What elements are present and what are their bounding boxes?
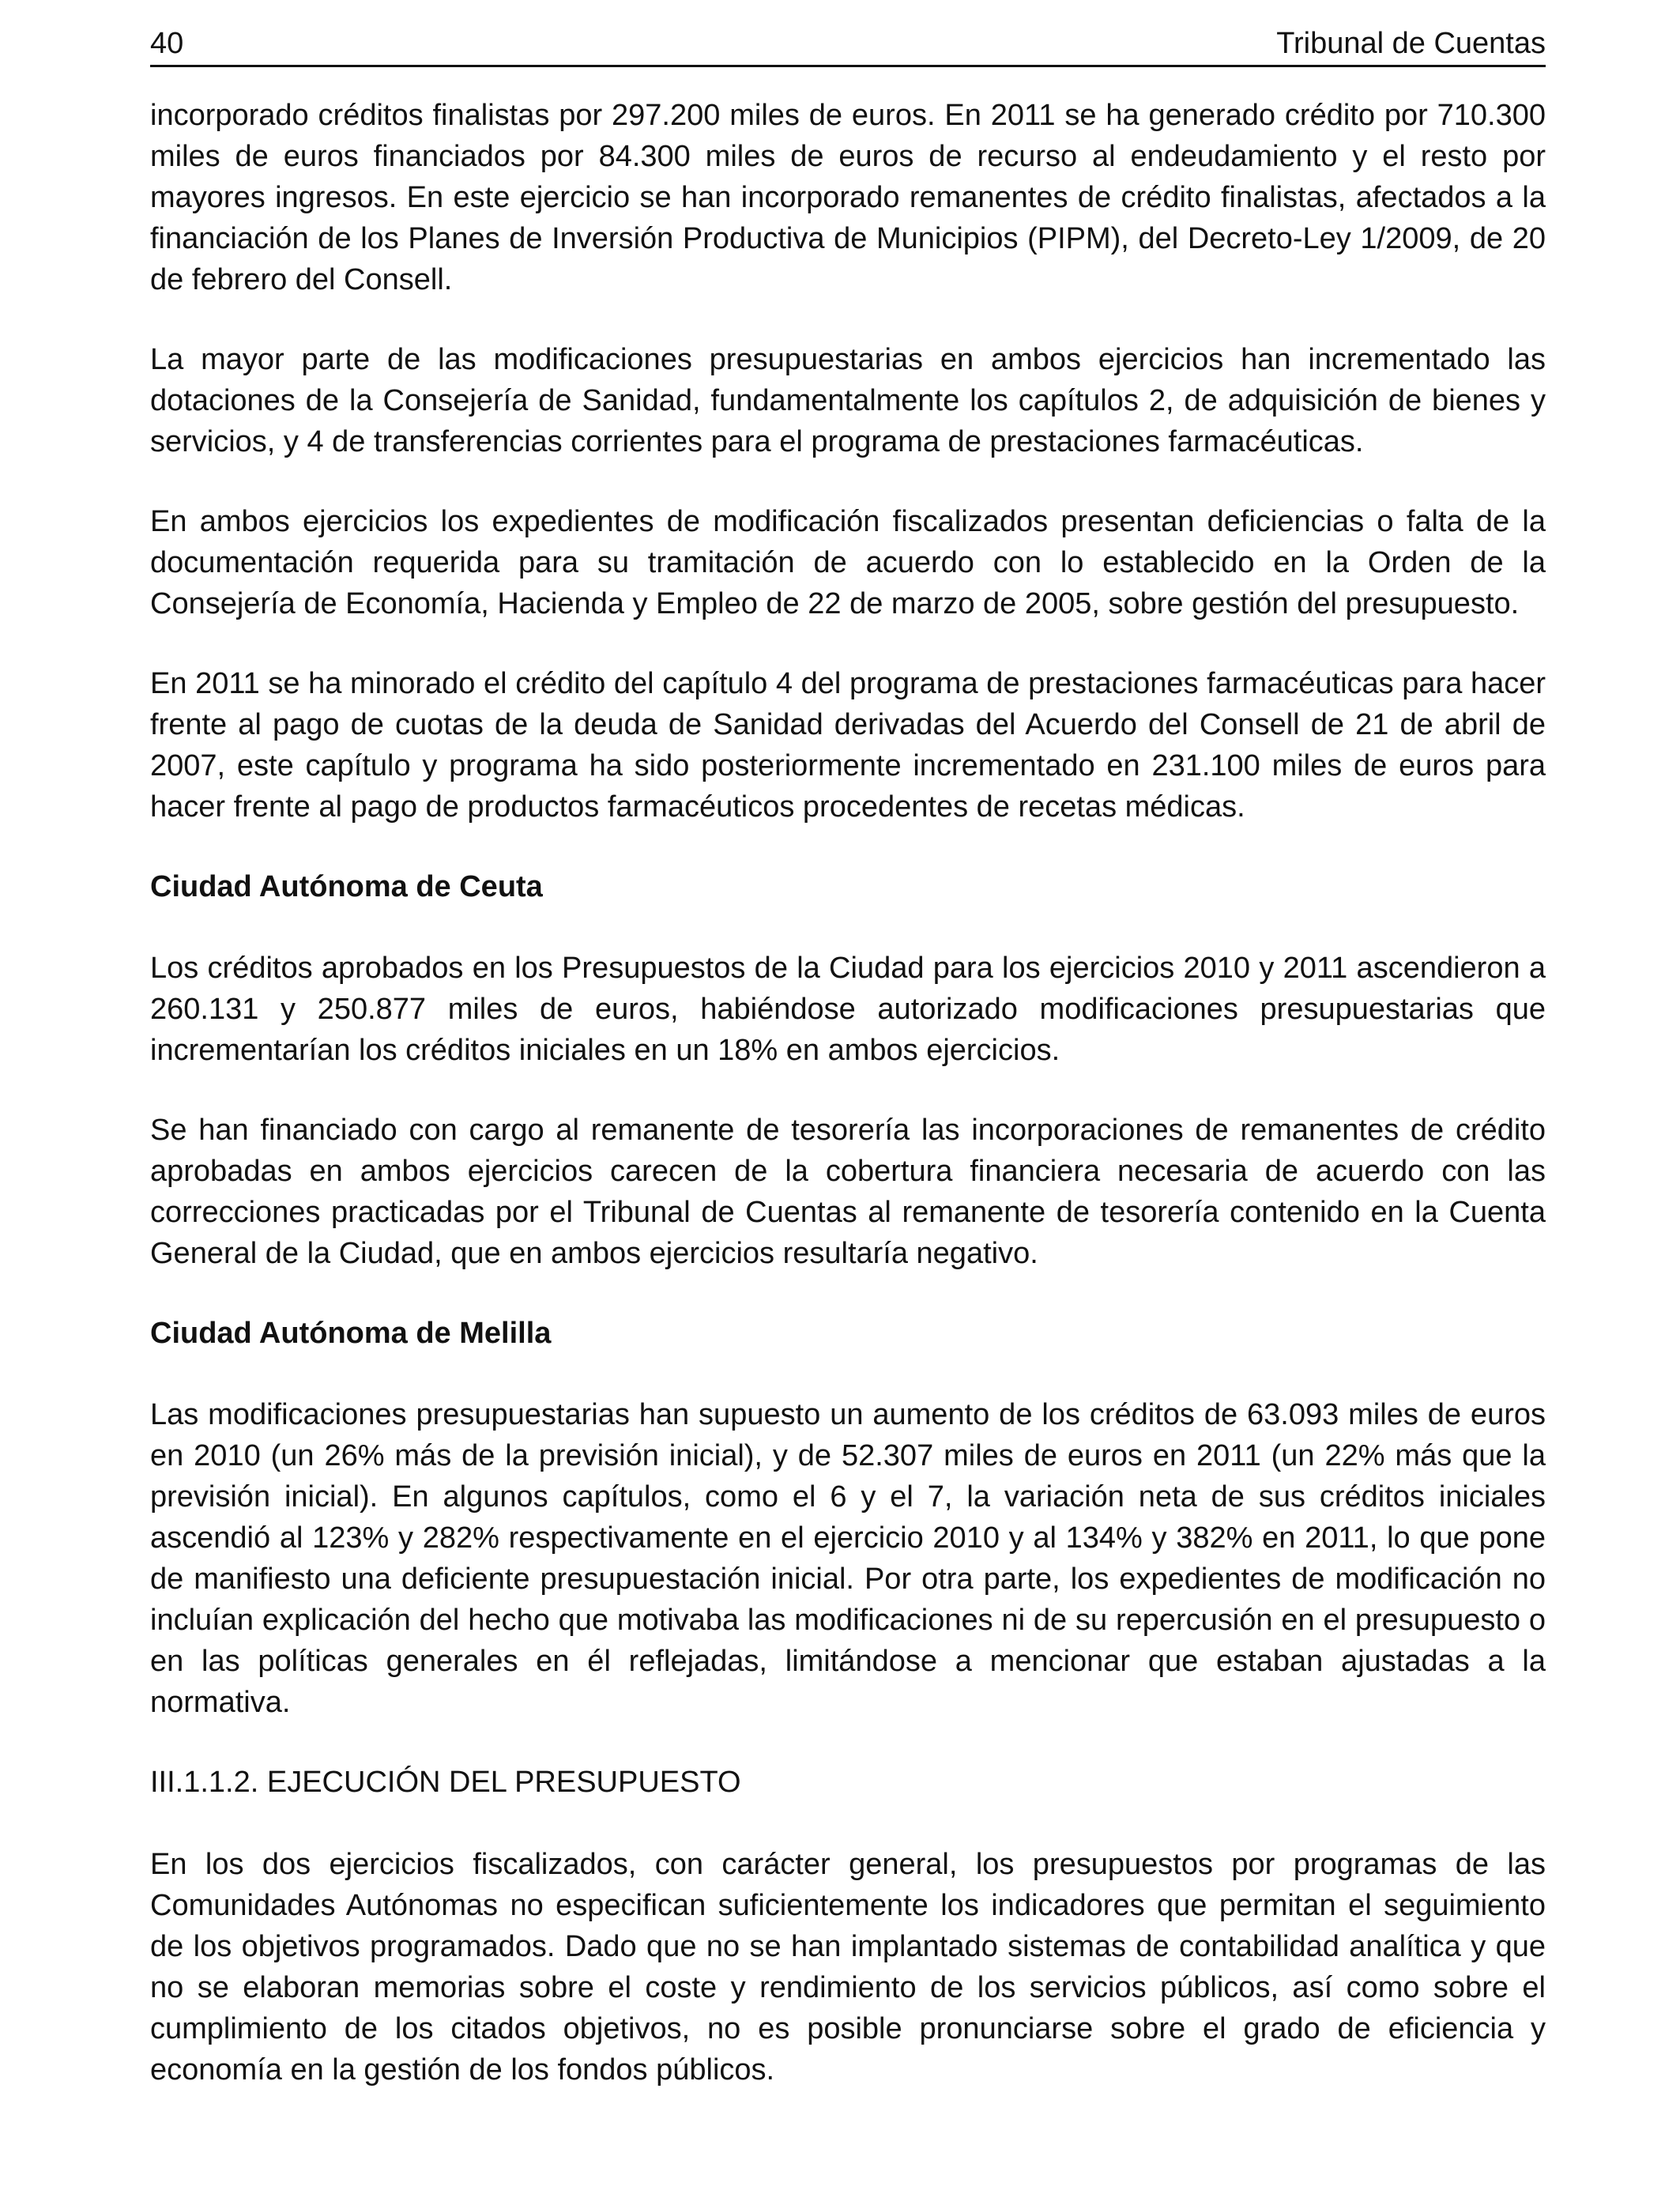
- section-heading-ceuta: Ciudad Autónoma de Ceuta: [150, 870, 543, 903]
- running-title: Tribunal de Cuentas: [1276, 27, 1546, 60]
- paragraph-credit-incorporations: incorporado créditos finalistas por 297.200 miles de euros. En 2011 se ha generado crédito por 710.300 miles de euros financiados por 84.300 miles de euros de recurso al endeudamiento y el resto por mayores ingresos. En este ejercicio se han incorporado remanentes de crédito finalistas, afectados a la financiación de los Planes de Inversión Productiva de Municipios (PIPM), del Decreto-Ley 1/2009, de 20 de febrero del Consell.: [150, 99, 1546, 296]
- section-heading-melilla: Ciudad Autónoma de Melilla: [150, 1317, 552, 1350]
- paragraph-documentation-deficiencies: En ambos ejercicios los expedientes de modificación fiscalizados presentan deficiencias o falta de la documentación requerida para su tramitación de acuerdo con lo establecido en la Orden de la Consejería de Economía, Hacienda y Empleo de 22 de marzo de 2005, sobre gestión del presupuesto.: [150, 505, 1546, 620]
- paragraph-budget-execution: En los dos ejercicios fiscalizados, con carácter general, los presupuestos por programas de las Comunidades Autónomas no especifican suficientemente los indicadores que permitan el seguimiento de los objetivos programados. Dado que no se han implantado sistemas de contabilidad analítica y que no se elaboran memorias sobre el coste y rendimiento de los servicios públicos, así como sobre el cumplimiento de los citados objetivos, no es posible pronunciarse sobre el grado de eficiencia y economía en la gestión de los fondos públicos.: [150, 1848, 1546, 2087]
- page-number: 40: [150, 27, 184, 60]
- page-header: [150, 22, 1546, 67]
- section-heading-budget-execution: III.1.1.2. EJECUCIÓN DEL PRESUPUESTO: [150, 1766, 741, 1799]
- paragraph-ceuta-treasury: Se han financiado con cargo al remanente de tesorería las incorporaciones de remanentes de crédito aprobadas en ambos ejercicios carecen de la cobertura financiera necesaria de acuerdo con las correcciones practicadas por el Tribunal de Cuentas al remanente de tesorería contenido en la Cuenta General de la Ciudad, que en ambos ejercicios resultaría negativo.: [150, 1114, 1546, 1270]
- paragraph-health-modifications: La mayor parte de las modificaciones presupuestarias en ambos ejercicios han incrementado las dotaciones de la Consejería de Sanidad, fundamentalmente los capítulos 2, de adquisición de bienes y servicios, y 4 de transferencias corrientes para el programa de prestaciones farmacéuticas.: [150, 343, 1546, 458]
- paragraph-melilla-modifications: Las modificaciones presupuestarias han supuesto un aumento de los créditos de 63.093 miles de euros en 2010 (un 26% más de la previsión inicial), y de 52.307 miles de euros en 2011 (un 22% más que la previsión inicial). En algunos capítulos, como el 6 y el 7, la variación neta de sus créditos iniciales ascendió al 123% y 282% respectivamente en el ejercicio 2010 y al 134% y 382% en 2011, lo que pone de manifiesto una deficiente presupuestación inicial. Por otra parte, los expedientes de modificación no incluían explicación del hecho que motivaba las modificaciones ni de su repercusión en el presupuesto o en las políticas generales en él reflejadas, limitándose a mencionar que estaban ajustadas a la normativa.: [150, 1398, 1546, 1719]
- paragraph-pharma-credit: En 2011 se ha minorado el crédito del capítulo 4 del programa de prestaciones farmacéuticas para hacer frente al pago de cuotas de la deuda de Sanidad derivadas del Acuerdo del Consell de 21 de abril de 2007, este capítulo y programa ha sido posteriormente incrementado en 231.100 miles de euros para hacer frente al pago de productos farmacéuticos procedentes de recetas médicas.: [150, 667, 1546, 824]
- paragraph-ceuta-credits: Los créditos aprobados en los Presupuestos de la Ciudad para los ejercicios 2010 y 2011 ascendieron a 260.131 y 250.877 miles de euros, habiéndose autorizado modificaciones presupuestarias que incrementarían los créditos iniciales en un 18% en ambos ejercicios.: [150, 952, 1546, 1067]
- document-body: [150, 95, 1546, 2129]
